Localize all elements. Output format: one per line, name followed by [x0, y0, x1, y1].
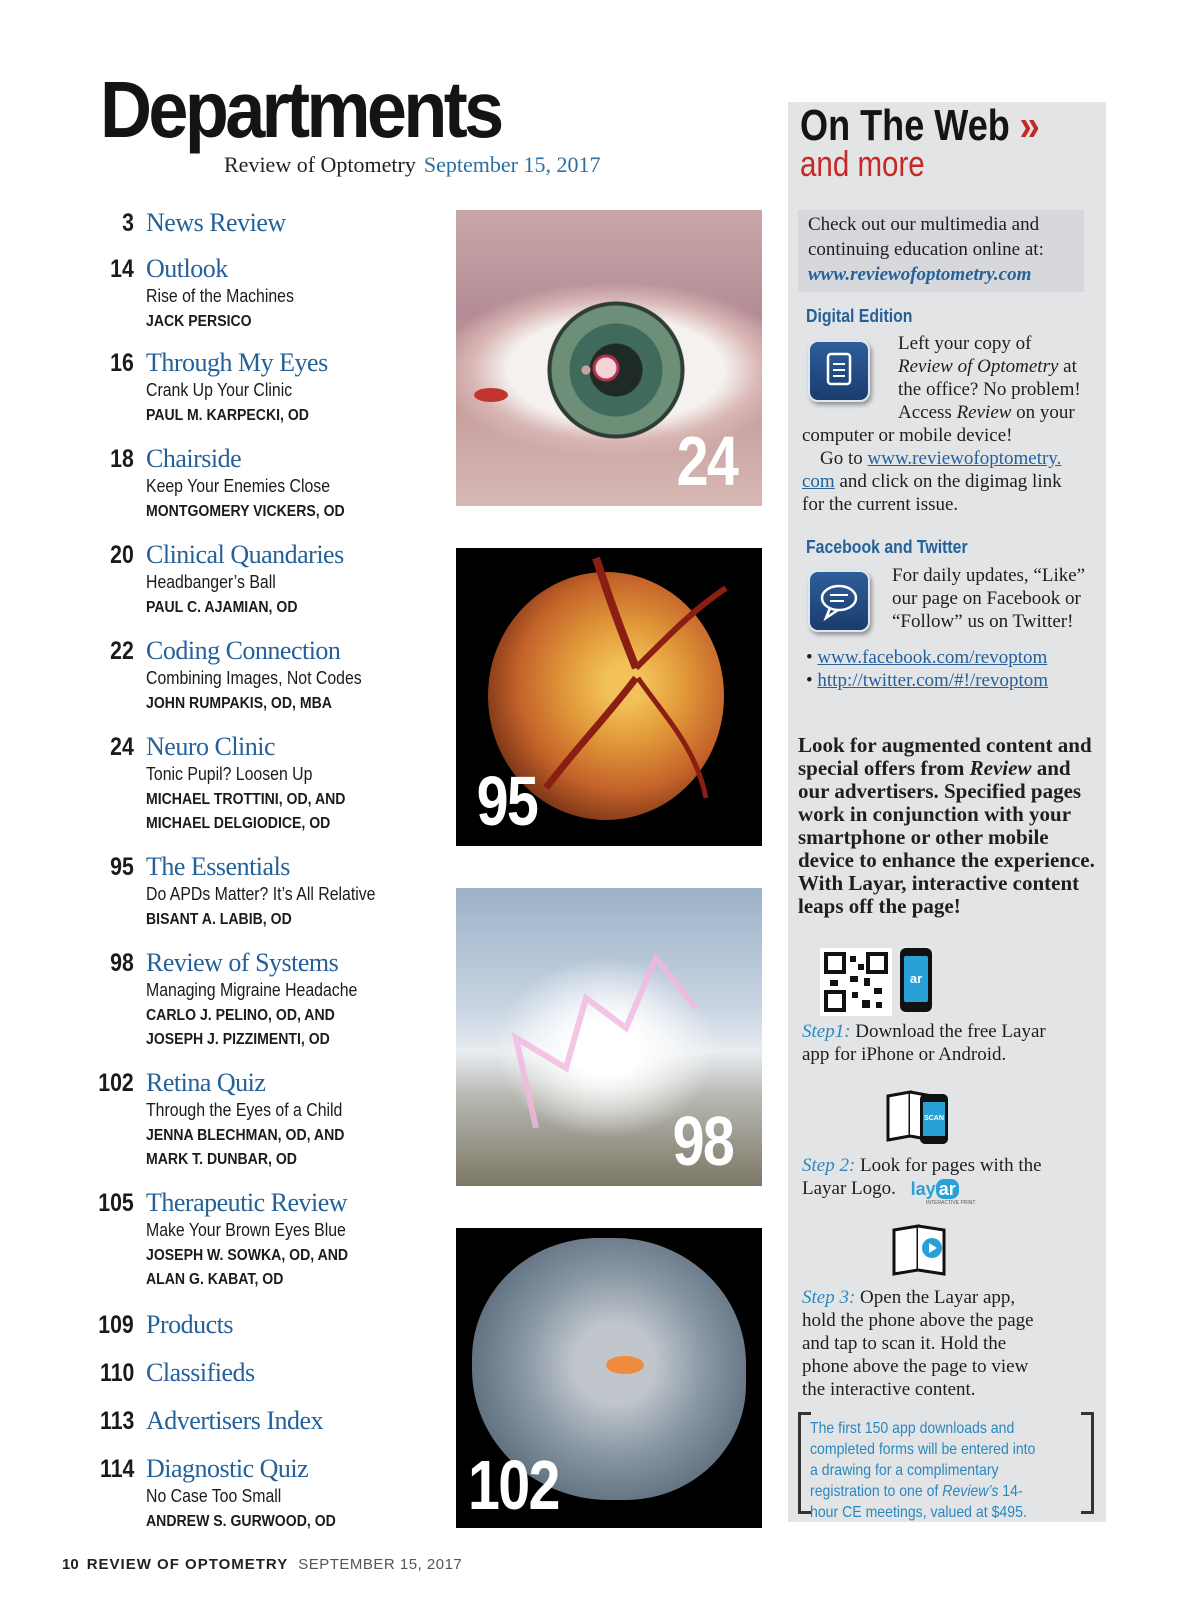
social-line: our page on Facebook or [892, 588, 1081, 609]
toc-title[interactable]: Chairside [146, 444, 242, 473]
footer-publication: REVIEW OF OPTOMETRY [86, 1556, 289, 1573]
toc-subtitle: Do APDs Matter? It’s All Relative [146, 884, 376, 904]
digital-line: computer or mobile device! [802, 425, 1013, 446]
layar-app-badge: ar [904, 956, 928, 1002]
toc-page-number: 16 [110, 349, 134, 377]
toc-author: JOSEPH J. PIZZIMENTI, OD [146, 1031, 330, 1048]
book-phone-icon [884, 1088, 954, 1146]
intro-text [808, 212, 1044, 287]
toc-subtitle: Combining Images, Not Codes [146, 668, 362, 688]
note-review-italic: Review’s [942, 1483, 999, 1500]
step-3 [802, 1286, 1034, 1401]
digital-line: and click on the digimag link [834, 471, 1062, 492]
image-label-95: 95 [476, 762, 538, 840]
retina-photo [456, 1228, 762, 1528]
eye-photo [456, 210, 762, 506]
step-line: Open the Layar app, [855, 1287, 1016, 1308]
open-book-play-icon [890, 1222, 950, 1278]
toc-subtitle: Crank Up Your Clinic [146, 380, 293, 400]
qr-code-pattern [820, 948, 892, 1016]
note-text: 14-hour CE meetings, valued at $495. [810, 1483, 1027, 1521]
toc-page-number: 114 [99, 1455, 134, 1483]
image-label-102: 102 [467, 1446, 559, 1524]
sidebar-subtitle: and more [800, 143, 925, 184]
toc-page-number: 98 [110, 949, 134, 977]
sidebar-title [800, 101, 1040, 150]
step-2 [802, 1154, 1042, 1201]
layar-line: smartphone or other mobile [798, 825, 1049, 849]
step-line: Download the free Layar [850, 1021, 1046, 1042]
toc-page-number: 113 [99, 1407, 134, 1435]
toc-title[interactable]: Clinical Quandaries [146, 540, 344, 569]
toc-subtitle: Make Your Brown Eyes Blue [146, 1220, 346, 1240]
social-links: • www.facebook.com/revoptom • http://twitter.com/#!/revoptom [806, 647, 1049, 691]
toc-page-number: 105 [98, 1189, 134, 1217]
chevron-right-icon: » [1019, 101, 1040, 150]
toc-subtitle: No Case Too Small [146, 1486, 282, 1506]
digital-edition-heading: Digital Edition [806, 306, 913, 326]
digital-edition-text-cont [802, 424, 1062, 516]
step-line: hold the phone above the page [802, 1310, 1034, 1331]
toc-page-number: 20 [110, 541, 134, 569]
toc-page-number: 14 [110, 255, 134, 283]
step-line: phone above the page to view [802, 1356, 1029, 1377]
toc-title[interactable]: Products [146, 1310, 233, 1339]
toc-title[interactable]: News Review [146, 208, 286, 237]
layar-logo-text: lay [910, 1179, 936, 1200]
issue-date: September 15, 2017 [423, 152, 601, 177]
toc-author: CARLO J. PELINO, OD, AND [146, 1007, 335, 1024]
migraine-aura-photo [456, 888, 762, 1186]
twitter-link[interactable]: http://twitter.com/#!/revoptom [817, 670, 1049, 691]
toc-subtitle: Tonic Pupil? Loosen Up [146, 764, 313, 784]
intro-line: Check out our multimedia and [808, 214, 1040, 235]
toc-subtitle: Managing Migraine Headache [146, 980, 358, 1000]
toc-author: ANDREW S. GURWOOD, OD [146, 1513, 336, 1530]
toc-author: ALAN G. KABAT, OD [146, 1271, 284, 1288]
footer-date: SEPTEMBER 15, 2017 [298, 1556, 463, 1573]
step-line: Layar Logo. [802, 1178, 896, 1199]
right-bracket [1081, 1412, 1094, 1514]
retina-lesion [606, 1356, 644, 1374]
toc-page-number: 3 [122, 209, 134, 237]
note-text: The first 150 app downloads and completed forms will be entered into a drawing for a complimentary registration to one of [810, 1420, 1036, 1500]
digital-line: on your [1011, 402, 1075, 423]
layar-logo-tagline: INTERACTIVE PRINT [926, 1200, 976, 1206]
digital-line: Go to [820, 448, 868, 469]
scan-phone-icon [920, 1094, 948, 1144]
layar-line: special offers from [798, 756, 970, 780]
layar-line: our advertisers. Specified pages [798, 779, 1082, 803]
optic-nerve-photo [456, 548, 762, 846]
toc-title[interactable]: Outlook [146, 254, 228, 283]
toc-subtitle: Headbanger’s Ball [146, 572, 276, 592]
toc-author: PAUL C. AJAMIAN, OD [146, 599, 298, 616]
digital-line: for the current issue. [802, 494, 959, 515]
toc-title[interactable]: Classifieds [146, 1358, 255, 1387]
step-3-label: Step 3: [802, 1287, 856, 1308]
phone-icon [900, 948, 932, 1012]
toc-title[interactable]: Retina Quiz [146, 1068, 266, 1097]
step-2-label: Step 2: [802, 1155, 856, 1176]
toc-author: PAUL M. KARPECKI, OD [146, 407, 309, 424]
social-line: For daily updates, “Like” [892, 565, 1086, 586]
layar-line: With Layar, interactive content [798, 871, 1080, 895]
image-label-98: 98 [672, 1102, 734, 1180]
layar-logo-badge: ar [936, 1179, 959, 1199]
step-line: Look for pages with the [855, 1155, 1042, 1176]
digital-edition-text [898, 332, 1081, 424]
issue-line [224, 152, 600, 178]
layar-line: device to enhance the experience. [798, 848, 1095, 872]
social-text [892, 564, 1085, 633]
scan-badge: SCAN [923, 1102, 945, 1136]
toc-page-number: 22 [110, 637, 134, 665]
toc-author: MICHAEL DELGIODICE, OD [146, 815, 331, 832]
toc-page-number: 102 [98, 1069, 134, 1097]
toc-page-number: 110 [99, 1359, 134, 1387]
toc-author: MICHAEL TROTTINI, OD, AND [146, 791, 346, 808]
page-number: 10 [62, 1556, 79, 1573]
toc-author: JOSEPH W. SOWKA, OD, AND [146, 1247, 349, 1264]
layar-promo [798, 734, 1095, 918]
toc-page-number: 109 [98, 1311, 134, 1339]
toc-author: MARK T. DUNBAR, OD [146, 1151, 297, 1168]
step-1 [802, 1020, 1046, 1066]
digital-line: the office? No problem! [898, 379, 1081, 400]
toc-author: BISANT A. LABIB, OD [146, 911, 292, 928]
contest-note [810, 1418, 1039, 1523]
toc-subtitle: Keep Your Enemies Close [146, 476, 331, 496]
layar-line: leaps off the page! [798, 894, 961, 918]
toc-page-number: 18 [110, 445, 134, 473]
publication-name: Review of Optometry [224, 152, 416, 177]
step-line: and tap to scan it. Hold the [802, 1333, 1007, 1354]
toc-title[interactable]: Therapeutic Review [146, 1188, 348, 1217]
layar-logo [911, 1178, 959, 1201]
digimag-link[interactable]: www.reviewofoptometry. [867, 448, 1062, 469]
layar-line: Look for augmented content and [798, 733, 1092, 757]
toc-author: JACK PERSICO [146, 313, 252, 330]
toc-page-number: 24 [110, 733, 134, 761]
digital-line: Access [898, 402, 957, 423]
step-line: app for iPhone or Android. [802, 1044, 1007, 1065]
intro-line: continuing education online at: [808, 239, 1044, 260]
digital-line: at [1058, 356, 1077, 377]
document-icon [810, 342, 868, 400]
step-line: the interactive content. [802, 1379, 976, 1400]
sidebar-title-text: On The Web [800, 101, 1010, 150]
publication-italic: Review of Optometry [898, 356, 1059, 377]
digimag-link-cont[interactable]: com [802, 471, 835, 492]
toc-title[interactable]: The Essentials [146, 852, 290, 881]
toc-title[interactable]: Neuro Clinic [146, 732, 276, 761]
document-app-icon [808, 340, 870, 402]
toc-title[interactable]: Coding Connection [146, 636, 341, 665]
toc-subtitle: Through the Eyes of a Child [146, 1100, 343, 1120]
toc-author: JENNA BLECHMAN, OD, AND [146, 1127, 345, 1144]
qr-code-icon [820, 948, 892, 1016]
toc-author: JOHN RUMPAKIS, OD, MBA [146, 695, 332, 712]
book-play-icon [890, 1222, 950, 1278]
digital-line: Left your copy of [898, 333, 1032, 354]
review-italic: Review [956, 402, 1012, 423]
toc-subtitle: Rise of the Machines [146, 286, 294, 306]
page-title: Departments [100, 65, 501, 154]
layar-line: work in conjunction with your [798, 802, 1072, 826]
step-1-label: Step1: [802, 1021, 851, 1042]
review-italic: Review [969, 756, 1032, 780]
website-link[interactable]: www.reviewofoptometry.com [808, 264, 1032, 285]
speech-bubble-icon [810, 572, 868, 630]
layar-line: and [1031, 756, 1071, 780]
page-footer [62, 1556, 462, 1573]
chat-app-icon [808, 570, 870, 632]
facebook-link[interactable]: www.facebook.com/revoptom [817, 647, 1048, 668]
social-line: “Follow” us on Twitter! [892, 611, 1074, 632]
toc-page-number: 95 [110, 853, 134, 881]
toc-title[interactable]: Review of Systems [146, 948, 339, 977]
social-heading: Facebook and Twitter [806, 537, 968, 557]
toc-title[interactable]: Diagnostic Quiz [146, 1454, 309, 1483]
eye-caruncle [474, 388, 508, 402]
toc-title[interactable]: Through My Eyes [146, 348, 328, 377]
image-label-24: 24 [676, 422, 738, 500]
toc-title[interactable]: Advertisers Index [146, 1406, 324, 1435]
toc-author: MONTGOMERY VICKERS, OD [146, 503, 345, 520]
